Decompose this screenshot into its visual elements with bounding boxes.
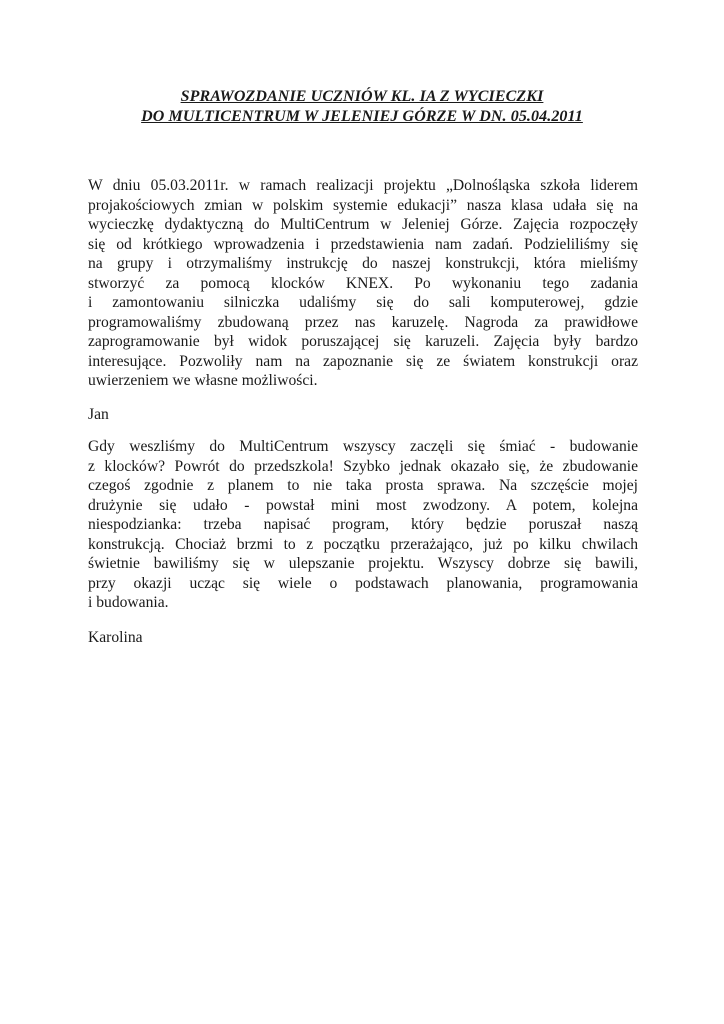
paragraph-line: z klocków? Powrót do przedszkola! Szybko jednak okazało się, że zbudowanie [88, 457, 638, 475]
paragraph-line: zaprogramowanie był widok poruszającej się karuzeli. Zajęcia były bardzo [88, 333, 638, 350]
paragraph-line: na grupy i otrzymaliśmy instrukcję do naszej konstrukcji, która mieliśmy [88, 255, 638, 272]
paragraph-line: wycieczkę dydaktyczną do MultiCentrum w Jeleniej Górze. Zajęcia rozpoczęły [88, 216, 638, 233]
paragraph-line: przy okazji ucząc się wiele o podstawach planowania, programowania [88, 574, 638, 592]
paragraph-line: i zamontowaniu silniczka udaliśmy się do sali komputerowej, gdzie [88, 294, 638, 311]
report-paragraph-2 [88, 437, 638, 613]
signature-karolina: Karolina [88, 629, 143, 646]
signature-jan: Jan [88, 406, 109, 423]
paragraph-line: konstrukcją. Chociaż brzmi to z początku przerażająco, już po kilku chwilach [88, 535, 638, 553]
paragraph-line: się od krótkiego wprowadzenia i przedstawienia nam zadań. Podzieliliśmy się [88, 235, 638, 253]
paragraph-line: świetnie bawiliśmy się w ulepszanie projektu. Wszyscy dobrze się bawili, [88, 555, 638, 572]
paragraph-line: i budowania. [88, 594, 169, 611]
paragraph-line: programowaliśmy zbudowaną przez nas karuzelę. Nagroda za prawidłowe [88, 313, 638, 331]
report-paragraph-1 [88, 176, 638, 391]
document-title-line-1: SPRAWOZDANIE UCZNIÓW KL. IA Z WYCIECZKI [180, 88, 544, 105]
paragraph-line: stworzyć za pomocą klocków KNEX. Po wykonaniu tego zadania [88, 274, 638, 292]
paragraph-line: czegoś zgodnie z planem to nie taka prosta sprawa. Na szczęście mojej [88, 477, 638, 494]
paragraph-line: W dniu 05.03.2011r. w ramach realizacji projektu „Dolnośląska szkoła liderem [88, 177, 638, 194]
paragraph-line: niespodzianka: trzeba napisać program, który będzie poruszał naszą [88, 516, 638, 533]
paragraph-line: drużynie się udało - powstał mini most zwodzony. A potem, kolejna [88, 496, 638, 514]
paragraph-line: projakościowych zmian w polskim systemie edukacji” nasza klasa udała się na [88, 196, 638, 214]
paragraph-line: interesujące. Pozwoliły nam na zapoznanie się ze światem konstrukcji oraz [88, 352, 638, 370]
paragraph-line: Gdy weszliśmy do MultiCentrum wszyscy zaczęli się śmiać - budowanie [88, 438, 638, 455]
document-title-line-2: DO MULTICENTRUM W JELENIEJ GÓRZE W DN. 05.04.2011 [141, 108, 583, 125]
paragraph-line: uwierzeniem we własne możliwości. [88, 372, 318, 389]
